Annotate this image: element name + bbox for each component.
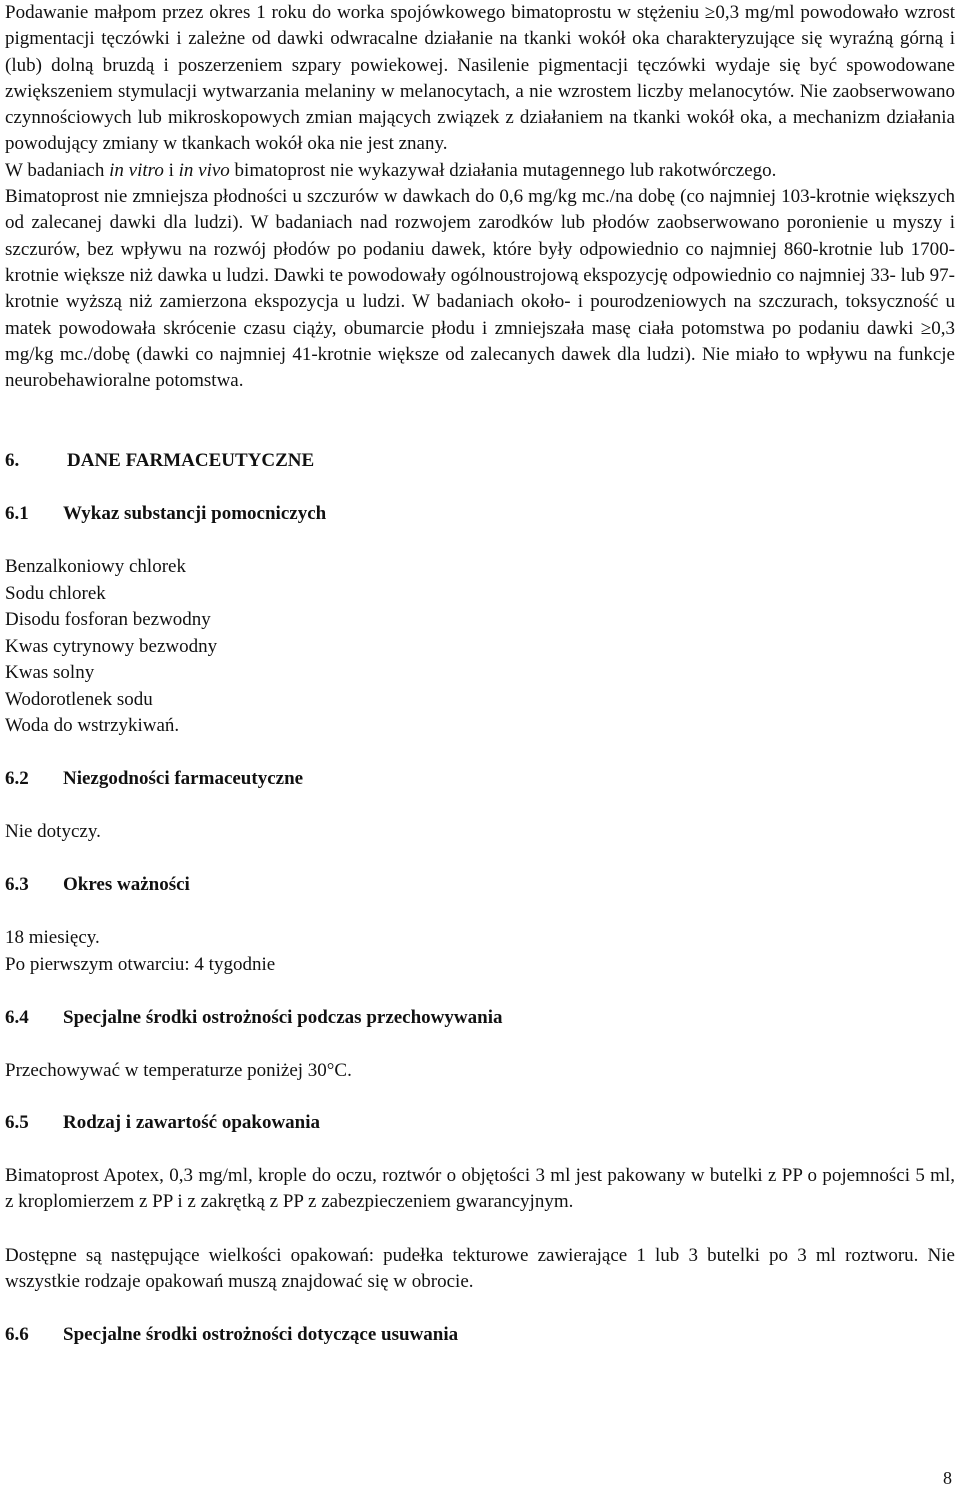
section-heading-6-4 [5,1005,955,1031]
list-item: Sodu chlorek [5,582,106,604]
document-page [5,0,955,1348]
list-item: Wodorotlenek sodu [5,688,153,710]
section-title: Specjalne środki ostrożności dotyczące usuwania [63,1324,459,1346]
excipients-list [5,554,955,740]
section-number: 6.2 [5,767,29,789]
section-title: Specjalne środki ostrożności podczas przechowywania [63,1006,503,1028]
section-heading-6-6 [5,1322,955,1348]
section-heading-6-3 [5,872,955,898]
text-segment: bimatoprost nie wykazywał działania mutagennego lub rakotwórczego. [229,159,777,181]
shelf-life-after-opening: Po pierwszym otwarciu: 4 tygodnie [5,953,276,975]
list-item: Kwas solny [5,662,95,684]
italic-term: in vitro [109,159,164,181]
section-title: Niezgodności farmaceutyczne [63,767,304,789]
paragraph-fertility [5,184,955,394]
ge-symbol: ≥ [704,2,716,23]
packaging-paragraph: Bimatoprost Apotex, 0,3 mg/ml, krople do oczu, roztwór o objętości 3 ml jest pakowany w butelki z PP o pojemności 5 ml, z kroplomierzem z PP i z zakrętką z PP z zabezpieczeniem gwarancyjnym. [5,1165,955,1213]
italic-term: in vivo [178,159,230,181]
text-segment: i [163,159,179,181]
section-number: 6.4 [5,1006,29,1028]
section-heading-6-5 [5,1110,955,1136]
list-item: Benzalkoniowy chlorek [5,556,186,578]
ge-symbol: ≥ [920,317,932,339]
incompatibilities-text: Nie dotyczy. [5,820,101,842]
section-number: 6.5 [5,1112,29,1134]
section-heading-6-1 [5,501,955,527]
section-number: 6. [5,450,20,472]
text-segment: W badaniach [5,159,110,181]
section-title: DANE FARMACEUTYCZNE [67,450,315,472]
text-segment: 0,3 mg/ml powodowało wzrost pigmentacji tęczówki i zależne od dawki odwracalne działanie na tkanki wokół oka charakteryzujące się wyraźną górną i (lub) dolną bruzdą i poszerzeniem szpary powiekowej. Nasilenie pigmentacji tęczówki wydaje się być spowodowane zwiększeniem stymulacji wytwarzania melaniny w melanocytach, a nie wzrostem liczby melanocytów. Nie zaobserwowano czynnościowych lub mikroskopowych zmian mających związek z działaniem na tkanki wokół oka, a mechanizm działania powodujący zmiany w tkankach wokół oka nie jest znany. [5,2,955,155]
shelf-life-text: 18 miesięcy. [5,927,100,949]
paragraph-monkey-study [5,0,955,158]
section-title: Rodzaj i zawartość opakowania [63,1112,321,1134]
section-number: 6.3 [5,874,29,896]
storage-text: Przechowywać w temperaturze poniżej 30°C. [5,1059,352,1081]
section-number: 6.6 [5,1324,29,1346]
section-heading-6-2 [5,766,955,792]
list-item: Woda do wstrzykiwań. [5,715,180,737]
section-title: Wykaz substancji pomocniczych [63,503,327,525]
section-title: Okres ważności [63,874,190,896]
pack-sizes-paragraph: Dostępne są następujące wielkości opakowań: pudełka tekturowe zawierające 1 lub 3 butelki po 3 ml roztworu. Nie wszystkie rodzaje opakowań muszą znajdować się w obrocie. [5,1244,955,1293]
text-segment: 0,3 mg/kg mc./dobę (dawki co najmniej 41-krotnie większe od zalecanych dawek dla ludzi). Nie miało to wpływu na funkcje neurobehawioralne potomstwa. [5,317,955,392]
paragraph-mutagenicity [5,158,955,184]
list-item: Kwas cytrynowy bezwodny [5,635,218,657]
section-heading-6 [5,448,955,474]
page-number: 8 [943,1468,952,1488]
list-item: Disodu fosforan bezwodny [5,609,211,631]
text-segment: Bimatoprost nie zmniejsza płodności u szczurów w dawkach do 0,6 mg/kg mc./na dobę (co najmniej 103-krotnie większych od zalecanej dawki dla ludzi). W badaniach nad rozwojem zarodków lub płodów zaobserwowano poronienie u myszy i szczurów, bez wpływu na rozwój płodów po podaniu dawek, które były odpowiednio co najmniej 860-krotnie lub 1700-krotnie większe niż dawka u ludzi. Dawki te powodowały ogólnoustrojową ekspozycję odpowiednio co najmniej 33- lub 97-krotnie wyższą niż zamierzona ekspozycja u ludzi. W badaniach około- i pourodzeniowych na szczurach, toksyczność u matek powodowała skrócenie czasu ciąży, obumarcie płodu i zmniejszała masę ciała potomstwa po podaniu dawki [5,186,955,339]
section-number: 6.1 [5,503,29,525]
text-segment: Podawanie małpom przez okres 1 roku do worka spojówkowego bimatoprostu w stężeniu [5,2,705,23]
